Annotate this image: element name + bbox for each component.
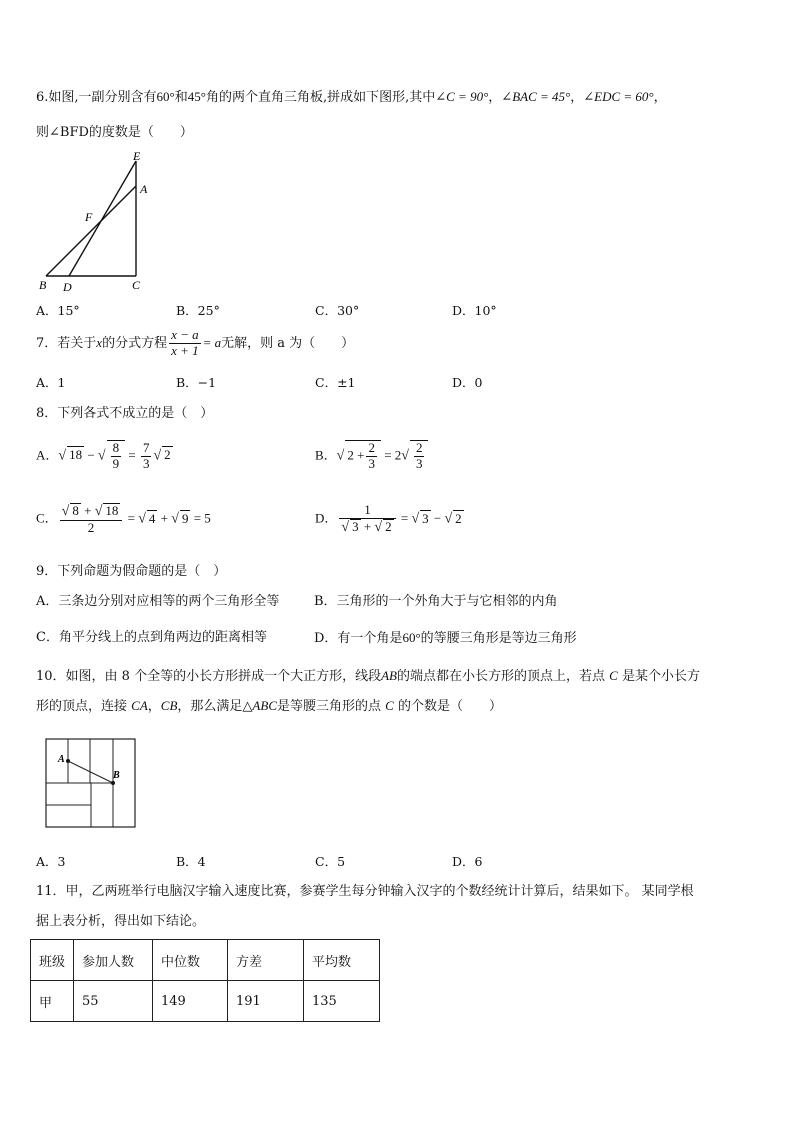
q10-option-b: B．4 xyxy=(176,854,206,869)
q9-option-d: D．有一个角是60°的等腰三角形是等边三角形 xyxy=(314,630,577,646)
label-A: A xyxy=(140,182,148,196)
q10-option-a: A．3 xyxy=(36,854,66,869)
q10-stem-line2: 形的顶点，连接 CA，CB，那么满足△ABC是等腰三角形的点 C 的个数是（ ） xyxy=(36,698,502,714)
q8-option-d: D． $\frac{1}{√ 3 + √ 2}$ = √ 3 − √ 2 xyxy=(315,502,462,535)
label-B: B xyxy=(39,278,47,292)
q7-fraction: $\frac{x - a}{x + 1}$ xyxy=(171,327,199,358)
header-cell: 参加人数 xyxy=(74,940,153,981)
label-D: D xyxy=(63,280,72,294)
q8-option-a: A．√ 18 − √ $\frac{8}{9}$ = $\frac{7}{3}$ √ 2 xyxy=(36,440,171,471)
label-E: E xyxy=(133,149,141,163)
header-cell: 中位数 xyxy=(153,940,228,981)
q9-option-c: C．角平分线上的点到角两边的距离相等 xyxy=(36,630,267,645)
point-b xyxy=(111,781,115,785)
table-cell: 149 xyxy=(153,981,228,1022)
label-F: F xyxy=(85,210,93,224)
q9-option-b: B．三角形的一个外角大于与它相邻的内角 xyxy=(314,594,558,609)
q6-option-b: B．25° xyxy=(176,303,220,318)
q6-triangle-figure xyxy=(34,148,154,296)
header-cell: 方差 xyxy=(228,940,304,981)
table-cell: 135 xyxy=(304,981,380,1022)
q9-stem: 9．下列命题为假命题的是（ ） xyxy=(36,564,227,579)
table-cell: 191 xyxy=(228,981,304,1022)
q9-option-a: A．三条边分别对应相等的两个三角形全等 xyxy=(36,594,280,609)
q11-stats-table xyxy=(30,939,380,1022)
q7-stem: 7．若关于x的分式方程 $\frac{x - a}{x + 1}$ = a无解，则 a 为（ ） xyxy=(36,327,355,358)
q6-stem-line2: 则∠BFD的度数是（ ） xyxy=(36,125,193,140)
header-cell: 平均数 xyxy=(304,940,380,981)
q6-option-c: C．30° xyxy=(315,303,360,318)
q7-option-b: B．−1 xyxy=(176,375,217,390)
fig-label-b: B xyxy=(113,770,120,781)
q8-option-b: B．√ 2 + $\frac{2}{3}$ = 2√ $\frac{2}{3}$ xyxy=(315,440,428,472)
table-row xyxy=(31,981,380,1022)
table-cell: 55 xyxy=(74,981,153,1022)
table-header-row xyxy=(31,940,380,981)
q7-option-c: C．±1 xyxy=(315,375,356,390)
q11-stem-line2: 据上表分析，得出如下结论。 xyxy=(36,914,206,929)
q8-option-c: C． $\frac{√ 8 + √ 18}{2}$ = √ 4 + √ 9 = 5 xyxy=(36,503,211,536)
q10-option-d: D．6 xyxy=(452,854,483,869)
point-a xyxy=(66,759,70,763)
q6-option-a: A．15° xyxy=(36,303,80,318)
table-cell: 甲 xyxy=(31,981,74,1022)
q6-option-d: D．10° xyxy=(452,303,497,318)
line-DE xyxy=(69,161,136,276)
q10-option-c: C．5 xyxy=(315,854,346,869)
line-BA xyxy=(46,186,136,276)
fig-label-a: A xyxy=(58,754,65,765)
header-cell: 班级 xyxy=(31,940,74,981)
q8-stem: 8．下列各式不成立的是（ ） xyxy=(36,406,214,421)
q10-rectangle-figure xyxy=(44,737,138,830)
q11-stem-line1: 11．甲，乙两班举行电脑汉字输入速度比赛，参赛学生每分钟输入汉字的个数经统计计算后，结果如下。 某同学根 xyxy=(36,884,694,899)
label-C: C xyxy=(132,278,141,292)
q7-option-a: A．1 xyxy=(36,375,66,390)
q6-stem-line1: 6.如图,一副分别含有60°和45°角的两个直角三角板,拼成如下图形,其中∠C = 90°，∠BAC = 45°，∠EDC = 60°， xyxy=(36,89,667,105)
q10-stem-line1: 10．如图，由 8 个全等的小长方形拼成一个大正方形，线段AB的端点都在小长方形的顶点上，若点 C 是某个小长方 xyxy=(36,668,700,684)
q7-option-d: D．0 xyxy=(452,375,483,390)
